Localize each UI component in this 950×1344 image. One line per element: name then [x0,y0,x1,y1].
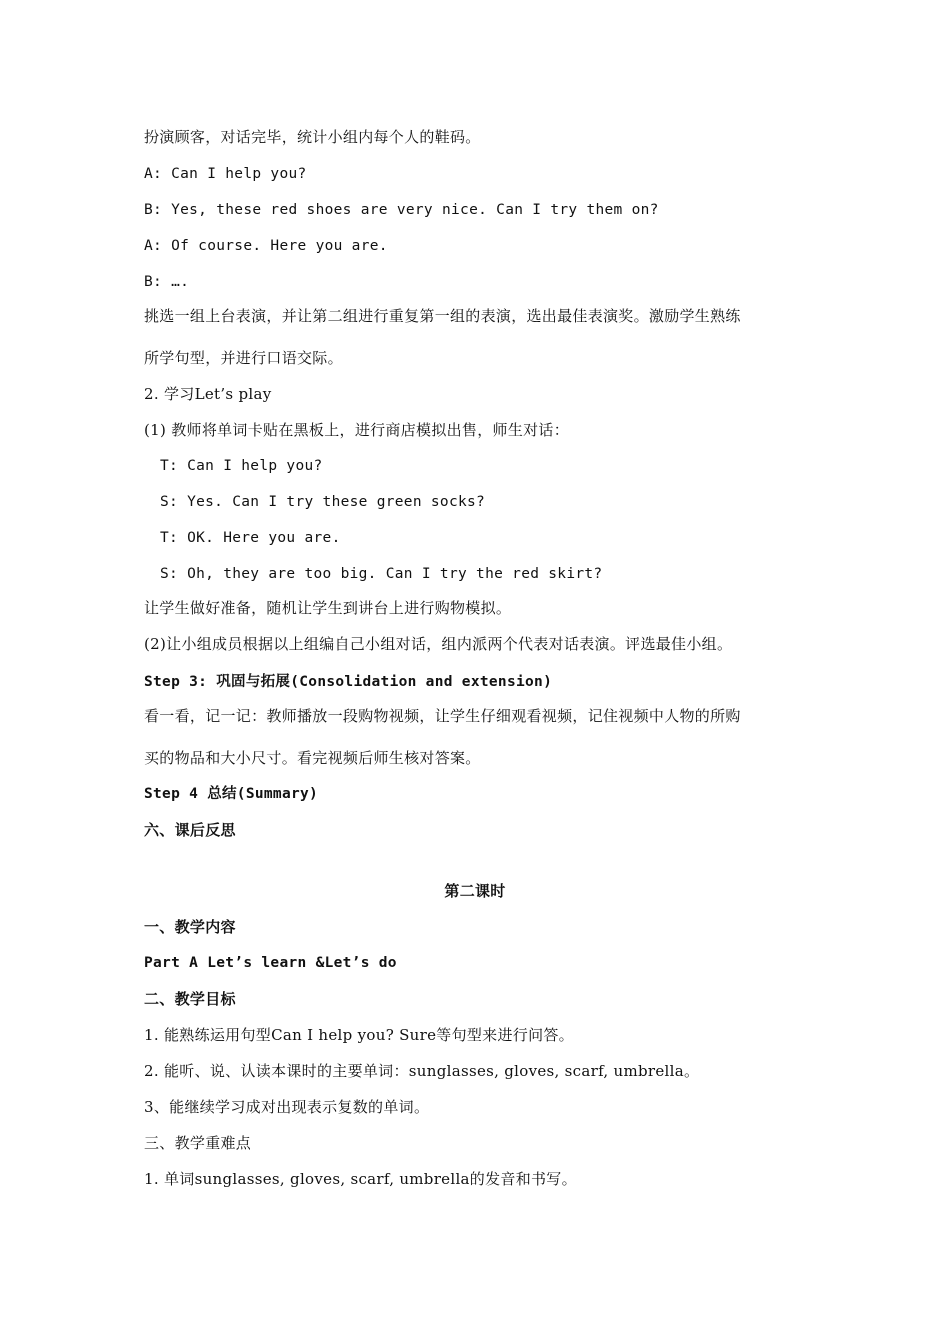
paragraph-shopping-simulation: 让学生做好准备，随机让学生到讲台上进行购物模拟。 [144,599,512,617]
teaching-content-text: Part A Let’s learn &Let’s do [144,955,397,971]
heading-step-3: Step 3: 巩固与拓展(Consolidation and extension) [144,674,553,690]
paragraph-performance-cont: 所学句型，并进行口语交际。 [144,349,343,367]
dialogue-line-s2: S: Oh, they are too big. Can I try the red skirt? [160,566,603,582]
paragraph-video-activity-cont: 买的物品和大小尺寸。看完视频后师生核对答案。 [144,749,481,767]
heading-reflection: 六、课后反思 [144,821,236,839]
step-1-description: (1) 教师将单词卡贴在黑板上，进行商店模拟出售，师生对话： [144,421,570,439]
objective-2: 2. 能听、说、认读本课时的主要单词：sunglasses, gloves, scarf, umbrella。 [144,1062,700,1080]
dialogue-line-t2: T: OK. Here you are. [160,530,341,546]
objective-1: 1. 能熟练运用句型Can I help you? Sure等句型来进行问答。 [144,1026,574,1044]
paragraph-performance: 挑选一组上台表演，并让第二组进行重复第一组的表演，选出最佳表演奖。激励学生熟练 [144,307,741,325]
dialogue-line-t1: T: Can I help you? [160,458,323,474]
dialogue-line-b2: B: …. [144,274,190,290]
dialogue-line-s1: S: Yes. Can I try these green socks? [160,494,486,510]
paragraph-role-play-instructions: 扮演顾客，对话完毕，统计小组内每个人的鞋码。 [144,128,481,146]
objective-3: 3、能继续学习成对出现表示复数的单词。 [144,1098,430,1116]
section-title-second-lesson: 第二课时 [444,882,506,900]
step-2-description: (2)让小组成员根据以上组编自己小组对话，组内派两个代表对话表演。评选最佳小组。 [144,635,733,653]
dialogue-line-b1: B: Yes, these red shoes are very nice. Can I try them on? [144,202,659,218]
key-point-1: 1. 单词sunglasses, gloves, scarf, umbrella的发音和书写。 [144,1170,577,1188]
heading-step-4: Step 4 总结(Summary) [144,786,319,802]
dialogue-line-a2: A: Of course. Here you are. [144,238,388,254]
dialogue-line-a1: A: Can I help you? [144,166,307,182]
paragraph-video-activity: 看一看，记一记：教师播放一段购物视频，让学生仔细观看视频，记住视频中人物的所购 [144,707,741,725]
heading-teaching-objectives: 二、教学目标 [144,990,236,1008]
heading-key-points: 三、教学重难点 [144,1134,252,1152]
heading-lets-play: 2. 学习Let’s play [144,385,272,403]
heading-teaching-content: 一、教学内容 [144,918,236,936]
